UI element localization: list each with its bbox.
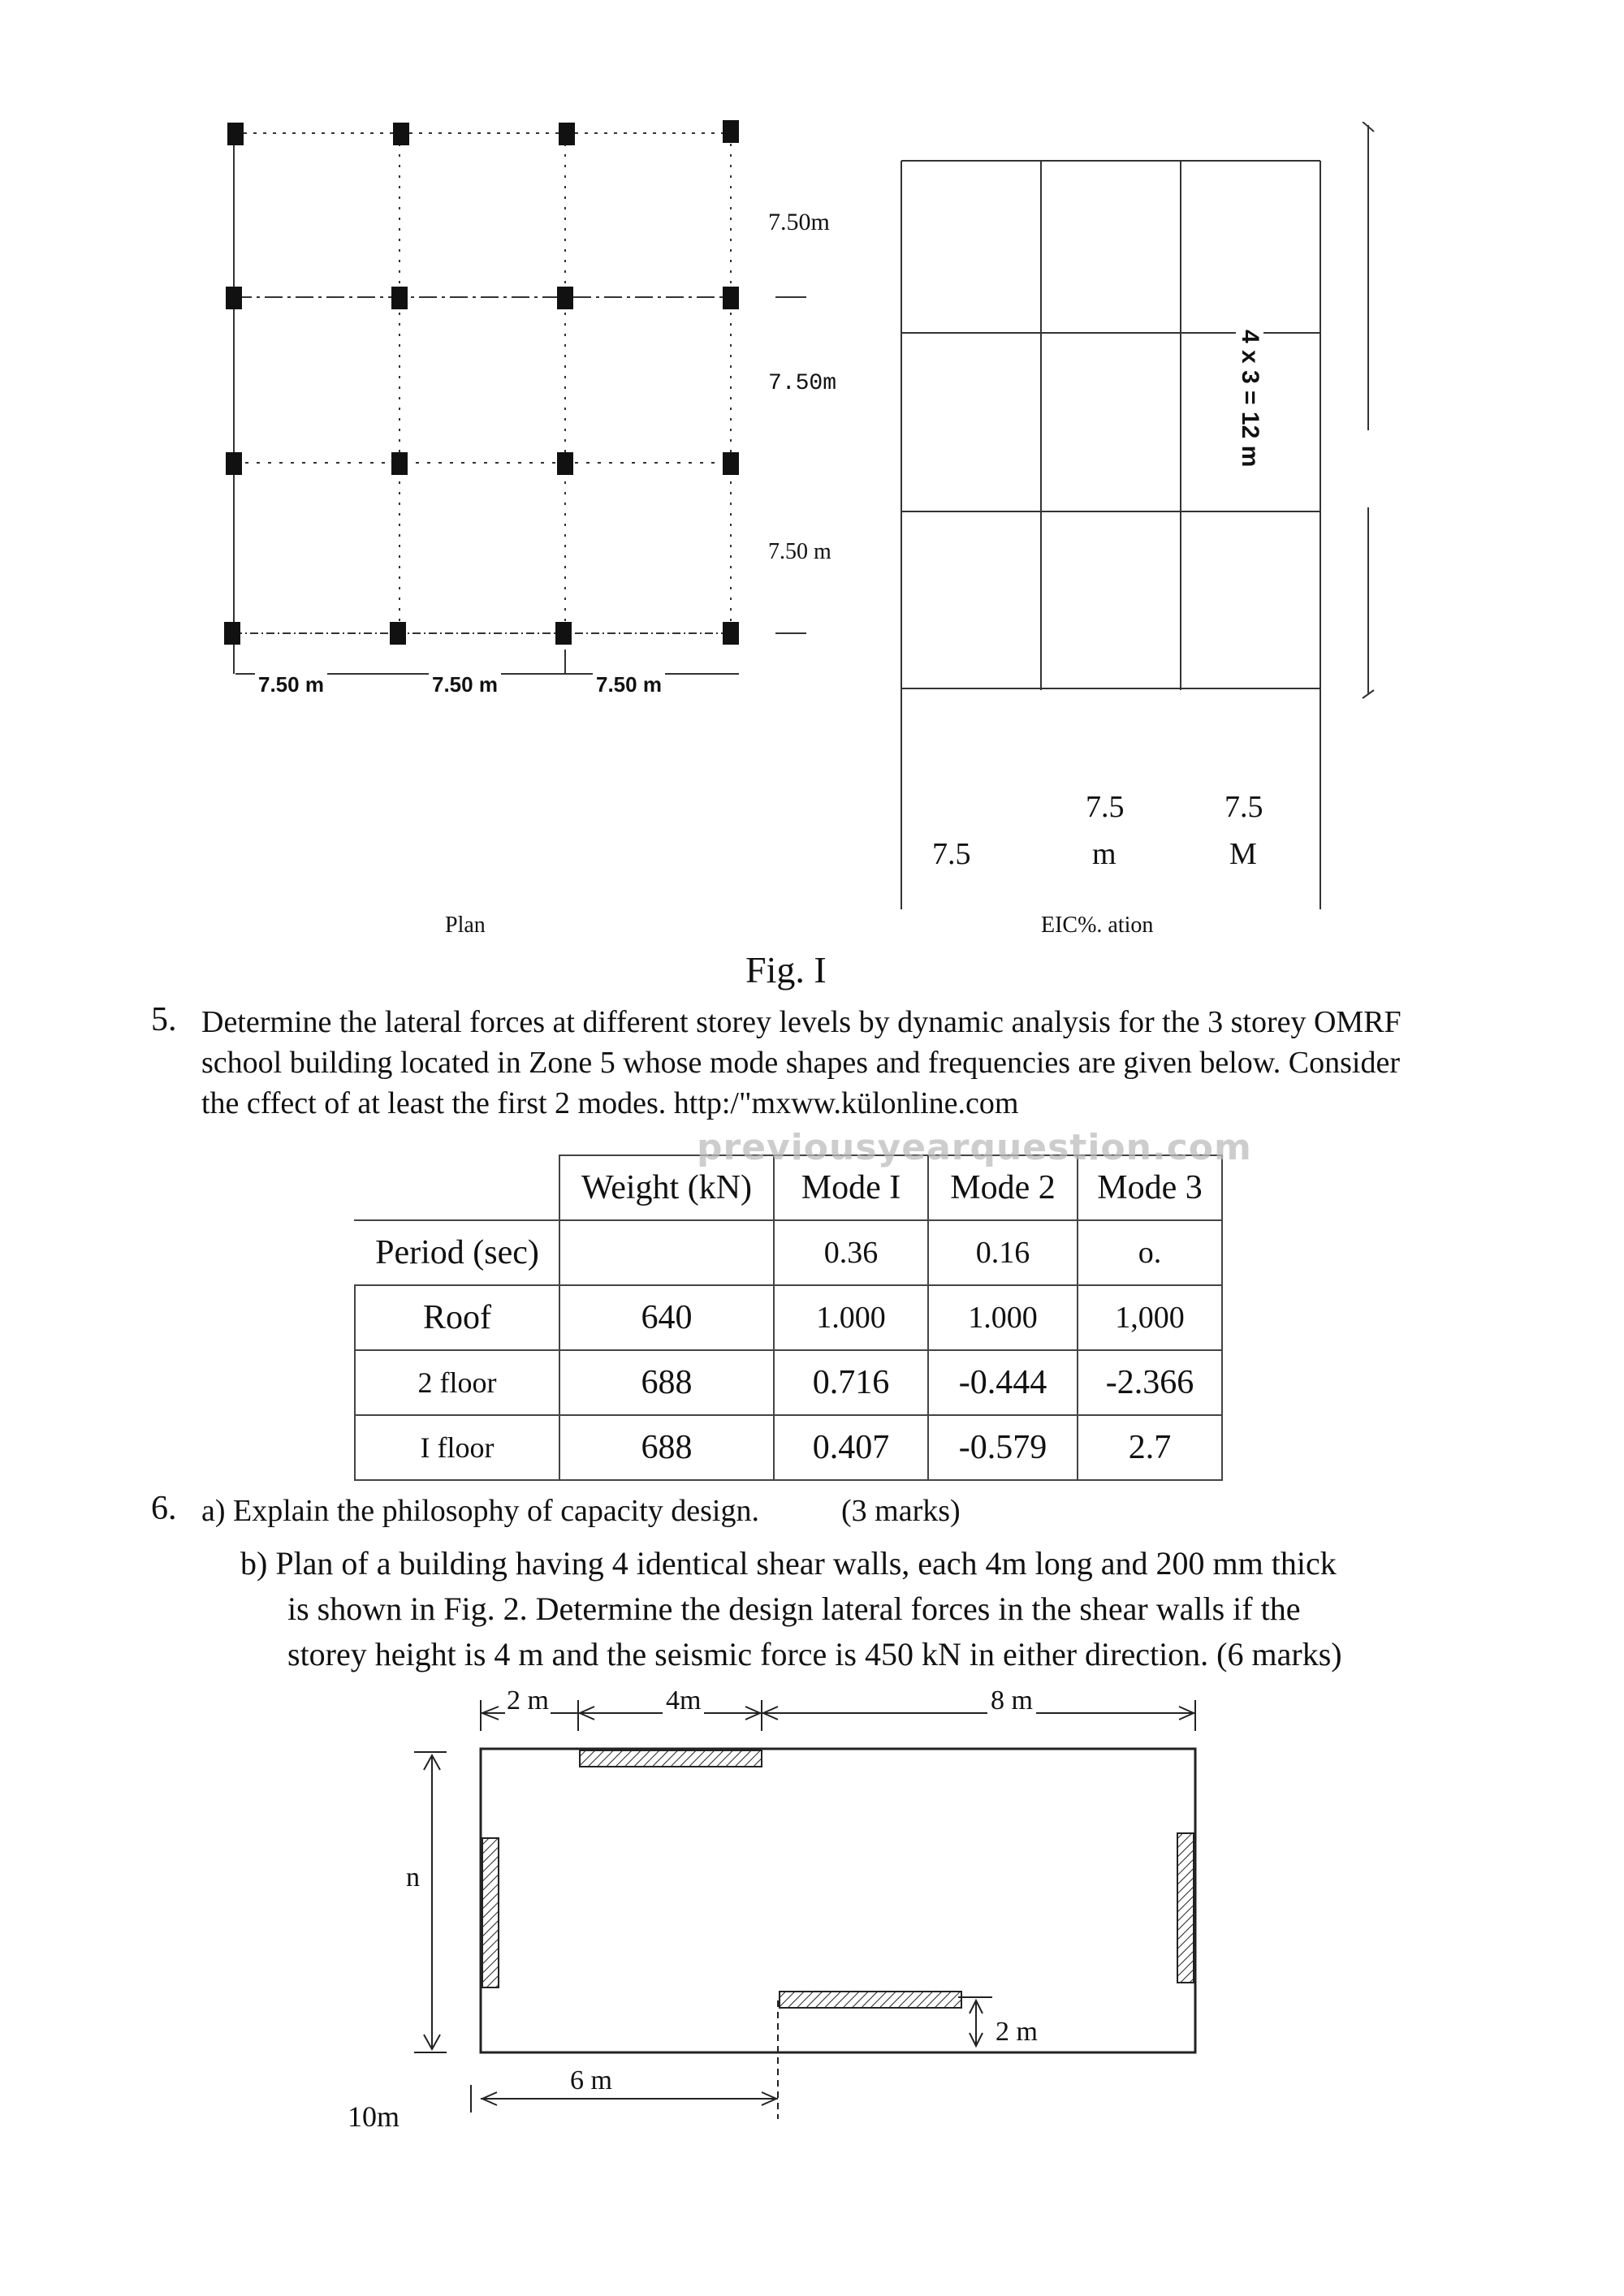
plan-grid-figure [219,114,853,714]
table-cell: 0.716 [774,1350,928,1415]
plan-dim-label: 7.50 m [768,539,831,564]
fig2-dim-label: 2 m [996,2017,1038,2047]
elevation-height-label: 4 x 3 = 12 m [1236,325,1263,472]
watermark: previousyearquestion.com [697,1127,1252,1168]
fig2-dim-label: 6 m [570,2065,612,2095]
dim-tick [775,296,806,298]
plan-dim-label: 7.50m [768,371,837,396]
table-header: Weight (kN) [559,1155,774,1220]
plan-column [723,120,739,143]
table-header: Mode 2 [928,1155,1078,1220]
table-cell: 1.000 [774,1285,928,1350]
question-5-number: 5. [151,1001,177,1038]
table-cell: 688 [559,1350,774,1415]
shear-wall [580,1750,762,1767]
table-cell: o. [1078,1220,1222,1285]
plan-dim-label: 7.50 m [429,672,501,697]
plan-column [227,123,244,145]
plan-dim-label: 7.50 m [255,672,327,697]
table-cell: 0.16 [928,1220,1078,1285]
elevation-frame-figure [893,122,1397,917]
question-5-line: the cffect of at least the first 2 modes. http:/"mxww.külonline.com [201,1086,1019,1120]
plan-grid-lines [234,133,739,674]
fig2-dim-label: 2 m [507,1685,549,1716]
table-cell: 0.36 [774,1220,928,1285]
elevation-bay-label: 7.5 [1224,790,1263,824]
plan-column [559,123,575,145]
elevation-bay-label: 7.5 [1086,790,1125,824]
shear-wall-plan-figure [390,1689,1218,2143]
table-cell: I floor [355,1415,559,1480]
elevation-label: EIC%. ation [1041,913,1154,938]
fig2-dim-label: n [406,1862,420,1892]
table-cell: -0.579 [928,1415,1078,1480]
table-cell: -0.444 [928,1350,1078,1415]
plan-column [723,622,739,645]
fig2-dim-label: 4m [663,1685,704,1716]
question-6b-line: is shown in Fig. 2. Determine the design lateral forces in the shear walls if the [287,1590,1301,1627]
shear-wall [780,1992,961,2008]
fig2-dim-label: 8 m [987,1685,1036,1716]
plan-column [723,287,739,309]
table-cell: 1,000 [1078,1285,1222,1350]
plan-column [557,452,573,475]
plan-column [393,123,409,145]
question-5-line: school building located in Zone 5 whose mode shapes and frequencies are given below. Consider [201,1046,1400,1080]
plan-column [224,622,240,645]
table-row [355,1285,1222,1350]
plan-dim-label: 7.50m [768,209,830,235]
plan-column [723,452,739,475]
plan-column [226,287,242,309]
table-cell [559,1220,774,1285]
question-6b-line: b) Plan of a building having 4 identical shear walls, each 4m long and 200 mm thick [240,1545,1337,1582]
mode-shape-table [354,1154,1223,1481]
question-6-number: 6. [151,1490,177,1527]
figure-1-caption: Fig. I [745,949,827,990]
plan-column [391,452,408,475]
table-header: Mode 3 [1078,1155,1222,1220]
shear-wall [1177,1833,1194,1983]
table-cell: 0.407 [774,1415,928,1480]
table-row [355,1220,1222,1285]
elevation-bay-label: M [1229,837,1257,871]
plan-column [390,622,406,645]
table-row [355,1350,1222,1415]
plan-column [226,452,242,475]
plan-dim-label: 7.50 m [593,672,665,697]
table-header: Mode I [774,1155,928,1220]
table-cell: 2.7 [1078,1415,1222,1480]
table-cell: 1.000 [928,1285,1078,1350]
table-cell: Period (sec) [355,1220,559,1285]
question-6b-line: storey height is 4 m and the seismic force is 450 kN in either direction. (6 marks) [287,1636,1342,1672]
plan-column [391,287,408,309]
dim-tick [775,632,806,634]
table-cell: 2 floor [355,1350,559,1415]
question-6a-text: a) Explain the philosophy of capacity design. [201,1494,759,1528]
table-cell: -2.366 [1078,1350,1222,1415]
elevation-bay-label: m [1092,837,1116,871]
plan-column [557,287,573,309]
fig2-width-label: 10m [348,2100,400,2133]
table-header [355,1155,559,1220]
plan-label: Plan [445,913,486,938]
question-6a-marks: (3 marks) [841,1494,961,1528]
question-5-line: Determine the lateral forces at different storey levels by dynamic analysis for the 3 storey OMRF [201,1005,1402,1039]
shear-wall [482,1838,499,1987]
table-cell: Roof [355,1285,559,1350]
plan-column [555,622,572,645]
table-row [355,1415,1222,1480]
elevation-bay-label: 7.5 [932,837,971,871]
table-cell: 640 [559,1285,774,1350]
table-cell: 688 [559,1415,774,1480]
